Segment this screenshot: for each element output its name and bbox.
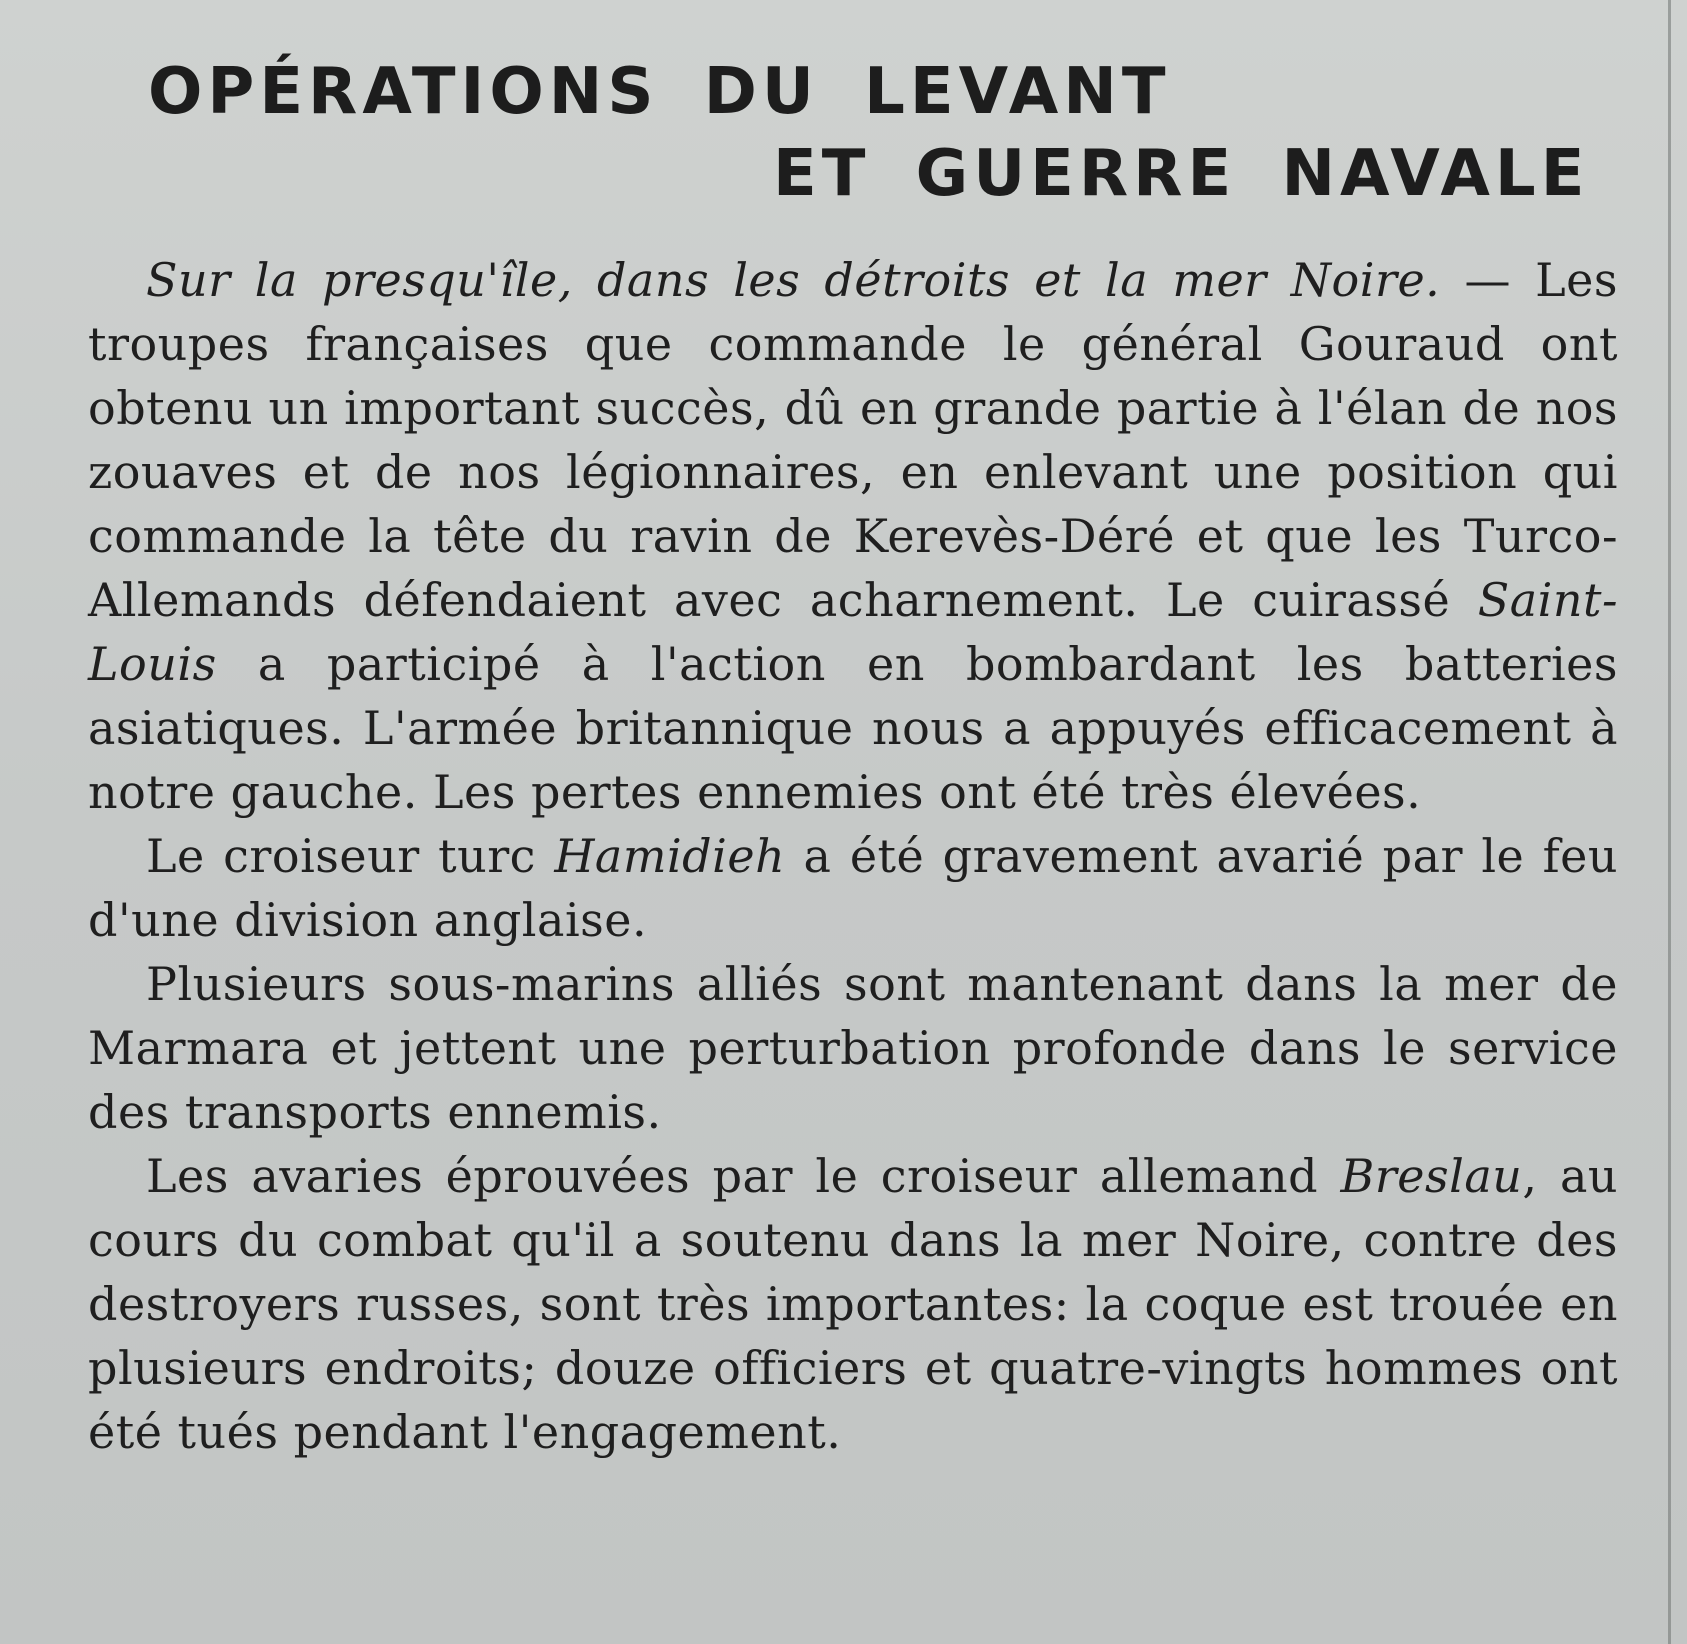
- paragraph-4-text-b: , au cours du combat qu'il a soutenu dans la mer Noire, contre des destroyers russes, sont très importantes: la coque est trouée en plusieurs endroits; douze officiers et quatre-vingts hommes ont été tués pendant l'engagement.: [88, 1149, 1618, 1459]
- section-lead: Sur la presqu'île, dans les détroits et la mer Noire.: [146, 253, 1441, 307]
- paragraph-1: [88, 248, 1618, 824]
- paragraph-2: [88, 824, 1618, 952]
- article-title: [0, 0, 1687, 230]
- title-line-1: OPÉRATIONS DU LEVANT: [148, 55, 1171, 129]
- paragraph-3-text: Plusieurs sous-marins alliés sont mantenant dans la mer de Marmara et jettent une perturbation profonde dans le service des transports ennemis.: [88, 957, 1618, 1139]
- paragraph-3: [88, 952, 1618, 1144]
- paragraph-4: [88, 1144, 1618, 1464]
- title-line-2: ET GUERRE NAVALE: [773, 137, 1590, 211]
- paragraph-1-text-a: Les troupes françaises que commande le général Gouraud ont obtenu un important succès, dû en grande partie à l'élan de nos zouaves et de nos légionnaires, en enlevant une position qui commande la tête du ravin de Kerevès-Déré et que les Turco-Allemands défendaient avec acharnement. Le cuirassé: [88, 253, 1618, 627]
- ship-name-breslau: Breslau: [1340, 1149, 1523, 1203]
- ship-name-hamidieh: Hamidieh: [554, 829, 786, 883]
- paragraph-2-text-a: Le croiseur turc: [146, 829, 555, 883]
- paragraph-1-text-b: a participé à l'action en bombardant les batteries asiatiques. L'armée britannique nous a appuyés efficacement à notre gauche. Les pertes ennemies ont été très élevées.: [88, 637, 1618, 819]
- lead-dash: —: [1440, 253, 1536, 307]
- ship-name-saint-louis: Saint-Louis: [88, 573, 1618, 691]
- paragraph-2-text-b: a été gravement avarié par le feu d'une division anglaise.: [88, 829, 1618, 947]
- page-edge: [1668, 0, 1671, 1644]
- article-body: [88, 248, 1618, 1464]
- paragraph-4-text-a: Les avaries éprouvées par le croiseur allemand: [146, 1149, 1341, 1203]
